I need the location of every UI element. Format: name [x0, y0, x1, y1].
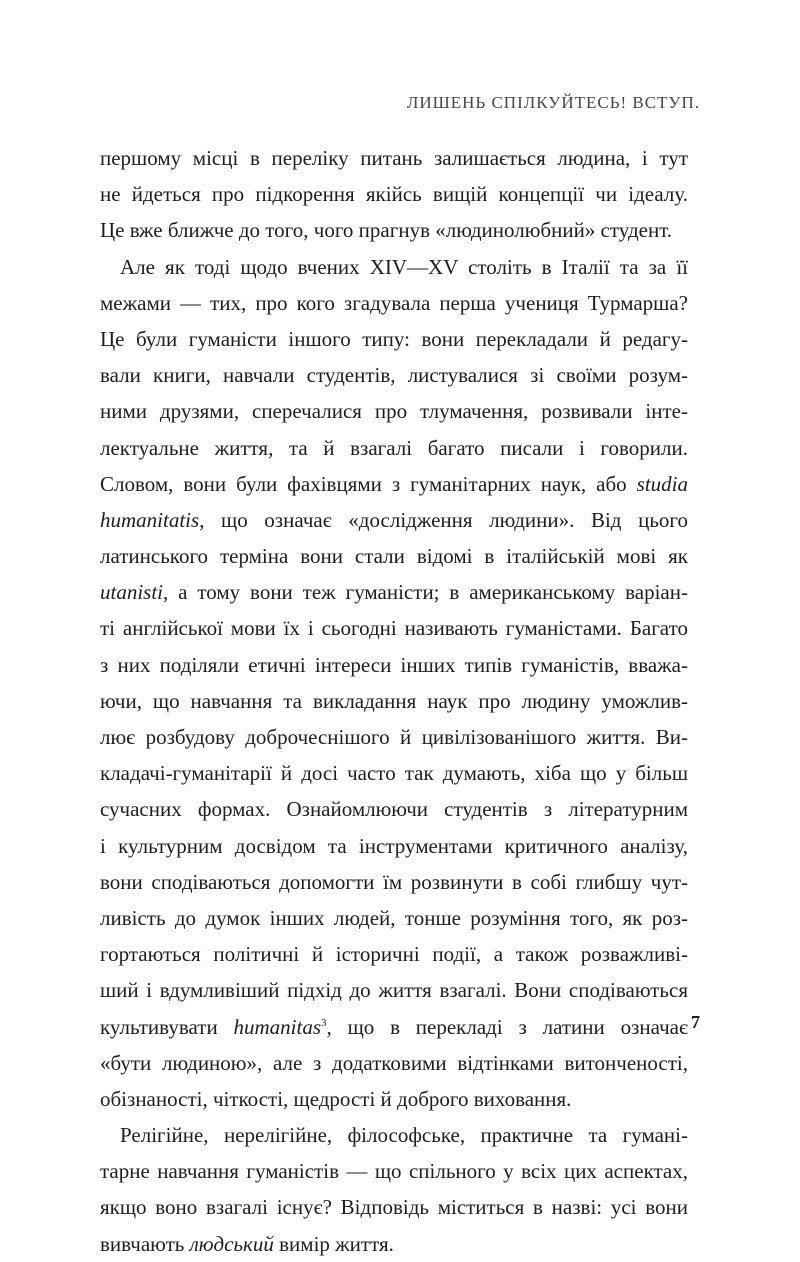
text-line: [100, 1226, 688, 1262]
page-number: 7: [691, 1012, 700, 1032]
text-line: межами — тих, про кого згадувала перша учениця Турмарша?: [100, 290, 688, 315]
text-line: ший і вдумливіший підхід до життя взагалі. Вони сподіваються: [100, 978, 688, 1003]
body-text: [100, 140, 688, 1262]
text-line: якщо воно взагалі існує? Відповідь міститься в назві: усі вони: [100, 1195, 688, 1220]
italic-term: humanitas: [233, 1014, 322, 1039]
italic-term: людський: [189, 1231, 274, 1256]
text-line: [100, 466, 688, 502]
text-line: кладачі-гуманітарії й досі часто так думають, хіба що у більш: [100, 761, 688, 786]
text-line: латинського терміна вони стали відомі в італійській мові як: [100, 544, 688, 569]
footnote-marker[interactable]: 3: [321, 1016, 327, 1029]
text-segment: , а тому вони теж гуманісти; в американському варіан-: [163, 580, 688, 605]
text-line: Але як тоді щодо вчених XIV—XV століть в Італії та за її: [120, 254, 688, 279]
text-segment: , що означає «дослідження людини». Від цього: [199, 507, 688, 532]
italic-term: utanisti: [100, 580, 164, 605]
text-line: сучасних формах. Ознайомлюючи студентів з літературним: [100, 797, 688, 822]
text-line: обізнаності, чіткості, щедрості й доброго виховання.: [100, 1086, 572, 1111]
text-line: лює розбудову доброчеснішого й цивілізованішого життя. Ви-: [100, 725, 688, 749]
text-line: першому місці в переліку питань залишається людина, і тут: [100, 146, 688, 170]
text-line: вони сподіваються допомогти їм розвинути в собі глибшу чут-: [100, 869, 688, 894]
text-line: «бути людиною», але з додатковими відтінками витонченості,: [100, 1050, 688, 1075]
text-segment: вивчають: [100, 1231, 190, 1256]
text-line: з них поділяли етичні інтереси інших типів гуманістів, вважа-: [100, 652, 688, 677]
text-segment: вимір життя.: [273, 1231, 394, 1256]
text-line: [100, 502, 688, 538]
text-segment: культивувати: [100, 1014, 234, 1039]
text-line: Це були гуманісти іншого типу: вони перекладали й редагу-: [100, 326, 688, 351]
text-line: ючи, що навчання та викладання наук про людину уможлив-: [100, 688, 688, 713]
italic-term: humanitatis: [100, 507, 200, 532]
text-line: Релігійне, нерелігійне, філософське, практичне та гумані-: [120, 1123, 688, 1148]
text-line: [100, 574, 688, 610]
text-segment: Словом, вони були фахівцями з гуманітарних наук, або: [100, 471, 637, 496]
text-line: ті англійської мови їх і сьогодні називають гуманістами. Багато: [100, 616, 688, 641]
running-head: ЛИШЕНЬ СПІЛКУЙТЕСЬ! ВСТУП.: [406, 93, 700, 112]
text-line: тарне навчання гуманістів — що спільного у всіх цих аспектах,: [100, 1159, 688, 1184]
text-line: і культурним досвідом та інструментами критичного аналізу,: [100, 833, 688, 858]
text-line: Це вже ближче до того, чого прагнув «людинолюбний» студент.: [100, 218, 673, 243]
text-line: не йдеться про підкорення якійсь вищій концепції чи ідеалу.: [100, 182, 688, 207]
text-line: ливість до думок інших людей, тонше розуміння того, як роз-: [100, 905, 688, 930]
text-line: вали книги, навчали студентів, листувалися зі своїми розум-: [100, 363, 688, 388]
text-line: лектуальне життя, та й взагалі багато писали і говорили.: [100, 435, 688, 460]
text-line: [100, 1009, 688, 1045]
text-line: гортаються політичні й історичні події, а також розважливі-: [100, 942, 688, 967]
text-line: ними друзями, сперечалися про тлумачення, розвивали інте-: [100, 399, 688, 424]
italic-term: studia: [636, 471, 688, 496]
text-segment: , що в перекладі з латини означає: [326, 1014, 688, 1039]
